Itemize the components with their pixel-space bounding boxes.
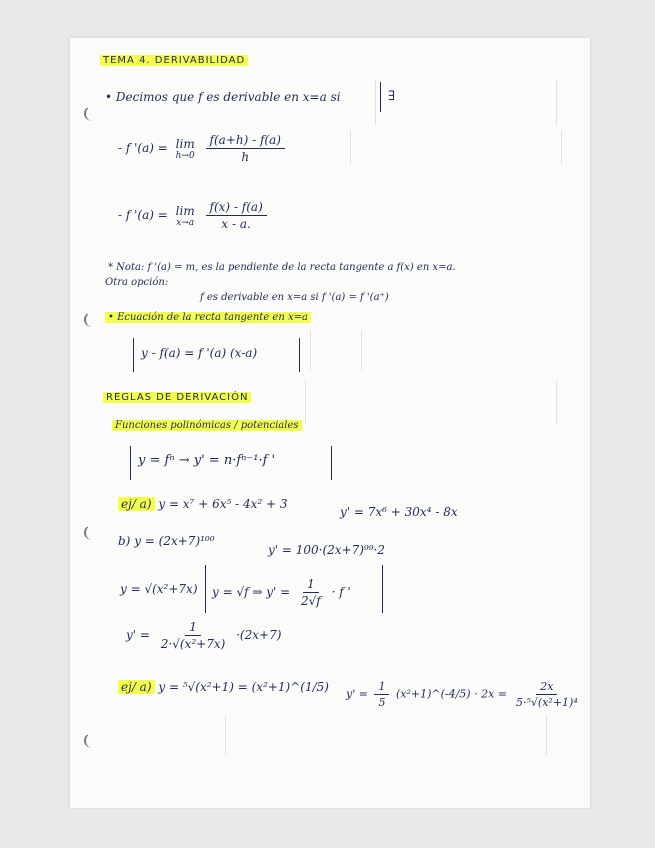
- tangent-formula: y - f(a) = f '(a) (x-a): [141, 346, 258, 360]
- other-option-label: Otra opción:: [105, 277, 169, 288]
- binder-hole: [84, 106, 100, 121]
- root-rule: y = √f ⇒ y' = $\frac{1}{2√f}$ · f ': [212, 577, 351, 608]
- binder-hole: [84, 312, 100, 327]
- other-option-text: f es derivable en x=a si f '(a) = f '(a⁺): [200, 292, 389, 303]
- bleed-through-bracket: [350, 130, 562, 165]
- rules-heading: REGLAS DE DERIVACIÓN: [103, 392, 251, 403]
- binder-hole: [84, 733, 100, 748]
- definition-intro: • Decimos que f es derivable en x=a si: [105, 90, 341, 104]
- example-2-derivative: y' = $\frac{1}{5}$ (x²+1)^(-4/5) · 2x =: [346, 680, 507, 709]
- example-a-derivative: y' = 7x⁶ + 30x⁴ - 8x: [340, 505, 458, 519]
- bleed-through-bracket: [310, 330, 362, 370]
- example-2-result: $\frac{2x}{\text{5·⁵√(x²+1)⁴}}$: [516, 680, 578, 709]
- bleed-through-bracket: [225, 715, 547, 755]
- bleed-through-bracket: [305, 380, 557, 425]
- example-2: ej/ a) y = ⁵√(x²+1) = (x²+1)^(1/5): [118, 680, 329, 694]
- tangent-heading: • Ecuación de la recta tangente en x=a: [105, 312, 311, 323]
- derivative-definition-2: - f '(a) = lim x→a $\frac{f(x) - f(a)}{x - a.}$: [118, 200, 270, 231]
- polynomial-functions-heading: Funciones polinómicas / potenciales: [112, 420, 302, 431]
- example-b: b) y = (2x+7)¹⁰⁰: [118, 534, 215, 548]
- example-c: y = √(x²+7x): [120, 582, 198, 596]
- example-b-derivative: y' = 100·(2x+7)⁹⁹·2: [268, 543, 386, 557]
- note-slope: * Nota: f '(a) = m, es la pendiente de la recta tangente a f(x) en x=a.: [108, 262, 456, 273]
- page-title: TEMA 4. DERIVABILIDAD: [100, 55, 248, 66]
- binder-hole: [84, 525, 100, 540]
- power-rule: y = fⁿ → y' = n·fⁿ⁻¹·f ': [138, 453, 276, 468]
- example-a: ej/ a) y = x⁷ + 6x⁵ - 4x² + 3: [118, 497, 288, 511]
- bleed-through-bracket: [375, 80, 557, 125]
- exists-symbol: ∃: [388, 89, 396, 104]
- example-c-derivative: y' = $\frac{1}{\text{2·√(x²+7x)}}$ ·(2x+7): [126, 620, 282, 651]
- derivative-definition-1: - f '(a) = lim h→0 $\frac{f(a+h) - f(a)}{h}$: [118, 133, 288, 164]
